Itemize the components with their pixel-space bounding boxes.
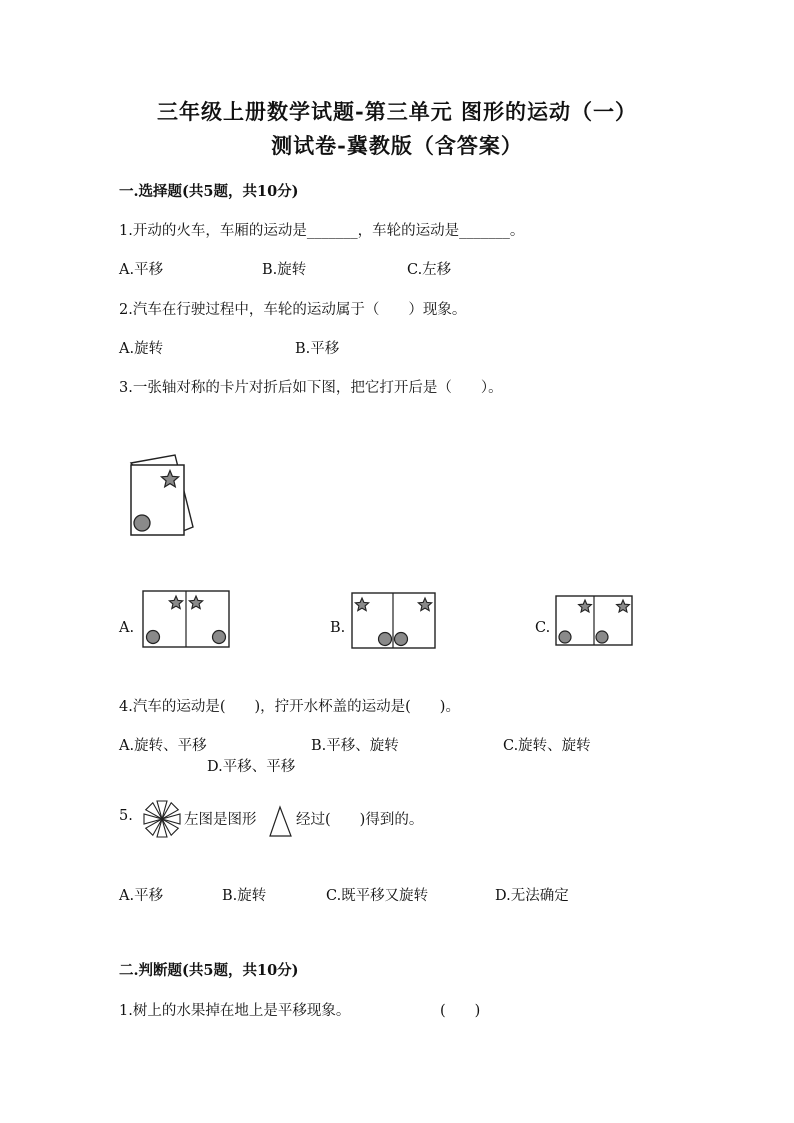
q1-option-b: B.旋转 <box>262 262 307 278</box>
q1-option-c: C.左移 <box>407 262 452 278</box>
circle-icon <box>395 633 408 646</box>
circle-icon <box>147 631 160 644</box>
q3-option-a-figure <box>142 590 232 650</box>
section-heading-choice: 一.选择题(共5题，共10分) <box>119 183 299 200</box>
question-5-number: 5. <box>119 808 133 824</box>
question-3-text: 3.一张轴对称的卡片对折后如下图，把它打开后是（ ）。 <box>119 380 503 396</box>
page-title-line1: 三年级上册数学试题-第三单元 图形的运动（一） <box>156 99 638 124</box>
q1-option-a: A.平移 <box>119 262 164 278</box>
q4-option-c: C.旋转、旋转 <box>503 738 591 754</box>
pinwheel-icon <box>143 800 181 838</box>
question-2-text: 2.汽车在行驶过程中，车轮的运动属于（ ）现象。 <box>119 302 467 318</box>
q5-option-b: B.旋转 <box>222 888 267 904</box>
circle-icon <box>134 515 150 531</box>
question-4-text: 4.汽车的运动是( )，拧开水杯盖的运动是( )。 <box>119 699 460 715</box>
circle-icon <box>213 631 226 644</box>
q3-option-b-figure <box>351 592 437 650</box>
q5-option-c: C.既平移又旋转 <box>326 888 429 904</box>
q2-option-a: A.旋转 <box>119 341 164 357</box>
circle-icon <box>559 631 571 643</box>
folded-card-figure <box>125 455 200 540</box>
circle-icon <box>596 631 608 643</box>
question-5-text-a: 左图是图形 <box>184 812 257 828</box>
judgement-1-text: 1.树上的水果掉在地上是平移现象。 <box>119 1003 351 1019</box>
q4-option-a: A.旋转、平移 <box>119 738 207 754</box>
triangle-icon <box>268 806 294 838</box>
q5-option-a: A.平移 <box>119 888 164 904</box>
question-5-text-b: 经过( )得到的。 <box>296 812 424 828</box>
q5-option-d: D.无法确定 <box>495 888 569 904</box>
judgement-1-blank: ( ) <box>440 1003 481 1019</box>
page-title-line2: 测试卷-冀教版（含答案） <box>271 133 523 158</box>
q3-option-c-figure <box>555 595 635 647</box>
question-1-text: 1.开动的火车，车厢的运动是_______，车轮的运动是_______。 <box>119 223 525 239</box>
q3-option-a-label: A. <box>119 620 135 636</box>
q2-option-b: B.平移 <box>295 341 340 357</box>
q3-option-b-label: B. <box>330 620 346 636</box>
circle-icon <box>379 633 392 646</box>
q4-option-b: B.平移、旋转 <box>311 738 399 754</box>
q4-option-d: D.平移、平移 <box>207 759 296 775</box>
section-heading-judgement: 二.判断题(共5题，共10分) <box>119 962 299 979</box>
q3-option-c-label: C. <box>535 620 551 636</box>
